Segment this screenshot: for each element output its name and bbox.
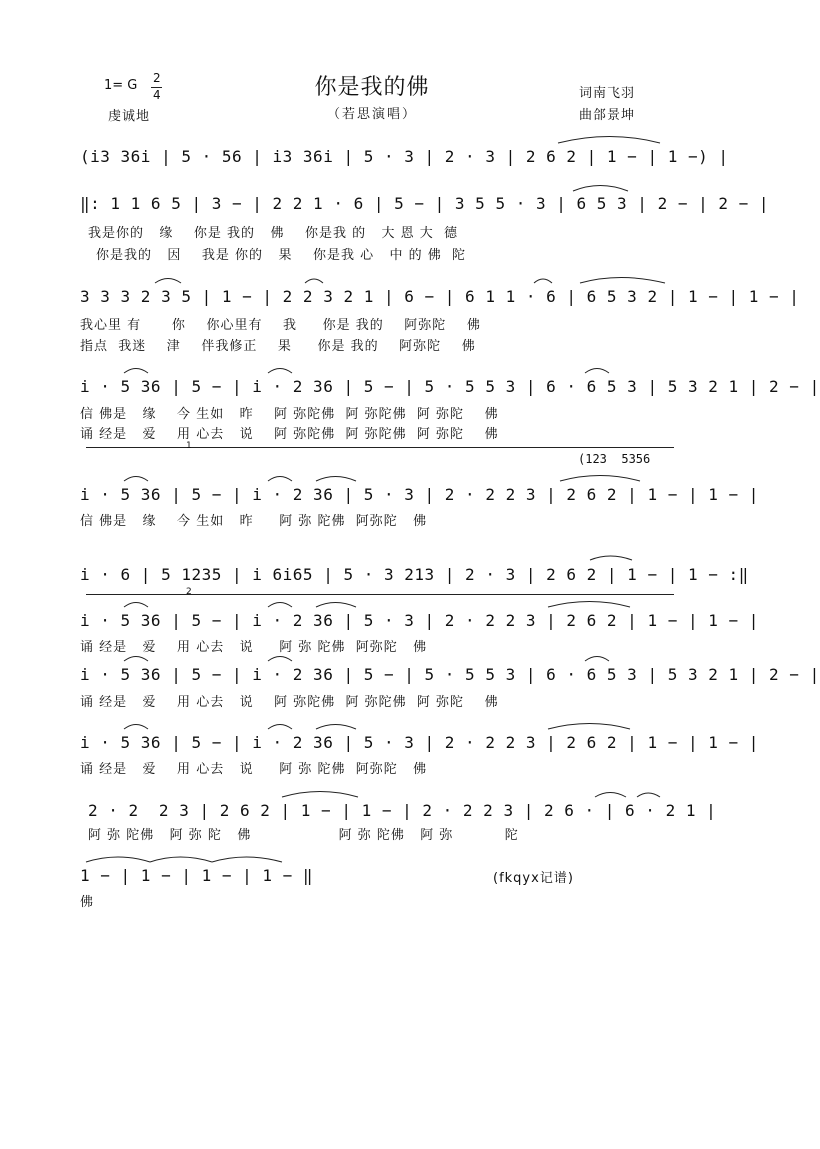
expression-marking: 虔诚地 <box>108 109 151 124</box>
tie-line1 <box>558 137 660 144</box>
slur-line8b <box>268 657 292 662</box>
transcriber-credit: (fkqyx记谱) <box>493 871 574 886</box>
pickup-notes: (123 5356 <box>578 452 651 466</box>
notation-line-9: i · 5 36 | 5 − | i · 2 36 | 5 · 3 | 2 · 2 2 3 | 2 6 2 | 1 − | 1 − | <box>80 733 759 752</box>
tie-line6 <box>590 556 632 560</box>
slur-line4b <box>268 369 292 374</box>
slur-line3a <box>155 279 181 284</box>
lyric-line-10: 阿 弥 陀佛 阿 弥 陀 佛 阿 弥 陀佛 阿 弥 陀 <box>88 828 519 843</box>
volta-2-number: 2 <box>186 587 192 597</box>
tie-line7 <box>548 602 630 608</box>
notation-line-3: 3 3 3 2 3 5 | 1 − | 2 2 3 2 1 | 6 − | 6 1 1 · 6 | 6 5 3 2 | 1 − | 1 − | <box>80 287 800 306</box>
lyricist-credit: 词南飞羽 <box>579 86 636 101</box>
lyric-line-4a: 信 佛是 缘 今 生如 昨 阿 弥陀佛 阿 弥陀佛 阿 弥陀 佛 <box>80 407 499 422</box>
lyric-line-7: 诵 经是 爱 用 心去 说 阿 弥 陀佛 阿弥陀 佛 <box>80 640 428 655</box>
slur-line9b <box>268 725 292 730</box>
volta-1-number: 1 <box>186 441 192 451</box>
slur-line3b <box>305 279 323 283</box>
tie-line9 <box>548 724 630 730</box>
notation-line-6: i · 6 | 5 1235 | i 6i65 | 5 · 3 213 | 2 · 3 | 2 6 2 | 1 − | 1 − :‖ <box>80 565 749 584</box>
slur-line4c <box>585 369 609 374</box>
slur-line7a <box>124 603 148 608</box>
notation-line-5: i · 5 36 | 5 − | i · 2 36 | 5 · 3 | 2 · 2 2 3 | 2 6 2 | 1 − | 1 − | <box>80 485 759 504</box>
tie-line2 <box>573 186 628 192</box>
notation-line-7: i · 5 36 | 5 − | i · 2 36 | 5 · 3 | 2 · 2 2 3 | 2 6 2 | 1 − | 1 − | <box>80 611 759 630</box>
tie-line10b <box>595 793 626 798</box>
tie-line10a <box>282 792 358 798</box>
lyric-line-2b: 你是我的 因 我是 你的 果 你是我 心 中 的 佛 陀 <box>96 248 467 263</box>
tie-line3 <box>580 278 665 284</box>
key-signature: 1= G <box>104 78 138 93</box>
slur-line5a <box>124 477 148 482</box>
lyric-line-3a: 我心里 有 你 你心里有 我 你是 我的 阿弥陀 佛 <box>80 318 481 333</box>
tie-line11a <box>86 857 150 862</box>
slur-line9a <box>124 725 148 730</box>
lyric-line-4b: 诵 经是 爱 用 心去 说 阿 弥陀佛 阿 弥陀佛 阿 弥陀 佛 <box>80 427 499 442</box>
slur-line9c <box>316 725 356 730</box>
slur-line10 <box>637 793 660 797</box>
composer-credit: 曲郃景坤 <box>579 108 636 123</box>
notation-line-4: i · 5 36 | 5 − | i · 2 36 | 5 − | 5 · 5 5 3 | 6 · 6 5 3 | 5 3 2 1 | 2 − | <box>80 377 820 396</box>
time-signature-top: 2 <box>153 71 161 85</box>
slur-line3c <box>534 279 552 283</box>
slur-line5c <box>316 477 356 482</box>
slur-line8a <box>124 657 148 662</box>
lyric-line-9: 诵 经是 爱 用 心去 说 阿 弥 陀佛 阿弥陀 佛 <box>80 762 428 777</box>
lyric-line-2a: 我是你的 缘 你是 我的 佛 你是我 的 大 恩 大 德 <box>88 226 459 241</box>
performer-subtitle: （若思演唱） <box>326 107 417 122</box>
notation-line-1: (i3 36i | 5 · 56 | i3 36i | 5 · 3 | 2 · 3 | 2 6 2 | 1 − | 1 −) | <box>80 147 729 166</box>
notation-line-10: 2 · 2 2 3 | 2 6 2 | 1 − | 1 − | 2 · 2 2 3 | 2 6 · | 6 · 2 1 | <box>88 801 717 820</box>
slur-line5b <box>268 477 292 482</box>
tie-line11b <box>150 857 212 862</box>
tie-line5 <box>560 476 640 482</box>
notation-line-11: 1 − | 1 − | 1 − | 1 − ‖ <box>80 866 314 885</box>
lyric-line-11: 佛 <box>80 895 95 910</box>
lyric-line-5: 信 佛是 缘 今 生如 昨 阿 弥 陀佛 阿弥陀 佛 <box>80 514 428 529</box>
slur-line4a <box>124 369 148 374</box>
time-signature-bottom: 4 <box>153 88 161 102</box>
notation-line-2: ‖: 1 1 6 5 | 3 − | 2 2 1 · 6 | 5 − | 3 5 5 · 3 | 6 5 3 | 2 − | 2 − | <box>80 194 770 213</box>
slur-line7c <box>316 603 356 608</box>
tie-line11c <box>212 857 282 862</box>
lyric-line-3b: 指点 我迷 津 伴我修正 果 你是 我的 阿弥陀 佛 <box>80 339 476 354</box>
notation-line-8: i · 5 36 | 5 − | i · 2 36 | 5 − | 5 · 5 5 3 | 6 · 6 5 3 | 5 3 2 1 | 2 − | <box>80 665 820 684</box>
slur-line8c <box>585 657 609 662</box>
song-title: 你是我的佛 <box>314 75 430 100</box>
slur-line7b <box>268 603 292 608</box>
lyric-line-8: 诵 经是 爱 用 心去 说 阿 弥陀佛 阿 弥陀佛 阿 弥陀 佛 <box>80 695 499 710</box>
